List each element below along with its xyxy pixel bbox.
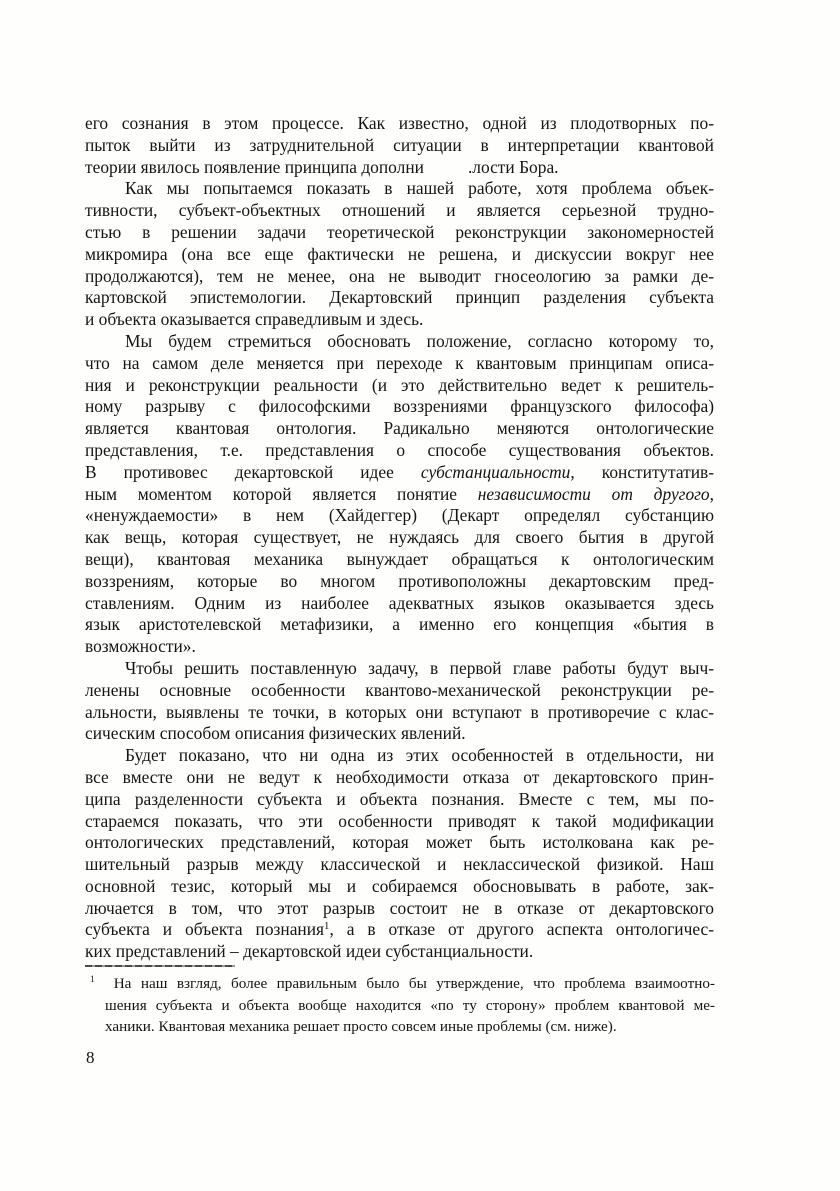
text-line [85, 266, 714, 288]
text-segment: как вещь, которая существует, не нуждаясь для своего бытия в другой [85, 527, 714, 548]
text-line [85, 484, 714, 506]
text-segment: что на самом деле меняется при переходе к квантовым принципам описа- [85, 352, 714, 373]
text-segment: сическим способом описания физических явлений. [85, 723, 466, 744]
text-line [85, 527, 714, 549]
text-line [85, 178, 714, 200]
emphasis-text: субстанциальности [420, 461, 571, 482]
text-segment: ния и реконструкции реальности (и это действительно ведет к решитель- [85, 374, 714, 395]
text-line [85, 418, 714, 440]
text-segment: ленены основные особенности квантово-механической реконструкции ре- [85, 679, 714, 700]
paragraph [85, 113, 714, 178]
text-segment: шительный разрыв между классической и неклассической физикой. Наш [85, 854, 714, 875]
text-line [85, 811, 714, 833]
text-line [85, 593, 714, 615]
text-segment: представления, т.е. представления о способе существования объектов. [85, 439, 714, 460]
text-segment: Чтобы решить поставленную задачу, в первой главе работы будут выч- [125, 657, 714, 678]
text-segment: стараемся показать, что эти особенности приводят к такой модификации [85, 810, 714, 831]
text-line [85, 898, 714, 920]
text-segment: ному разрыву с философскими воззрениями французского философа) [85, 396, 714, 417]
text-line [85, 462, 714, 484]
text-line [85, 113, 714, 135]
text-line [85, 440, 714, 462]
text-line [85, 789, 714, 811]
text-line [85, 244, 714, 266]
footnote [88, 973, 715, 1038]
text-line [85, 287, 714, 309]
footnote-ref: 1 [324, 920, 330, 933]
footnote-marker: 1 [90, 975, 95, 985]
text-segment: картовской эпистемологии. Декартовский принцип разделения субъекта [85, 287, 714, 308]
text-segment: Как мы попытаемся показать в нашей работе, хотя проблема объек- [125, 178, 714, 199]
text-line [85, 157, 714, 179]
text-line [85, 571, 714, 593]
text-segment: возможности». [85, 636, 196, 657]
text-line [85, 919, 714, 941]
text-segment: все вместе они не ведут к необходимости отказа от декартовского прин- [85, 766, 714, 787]
text-segment: Будет показано, что ни одна из этих особенностей в отдельности, ни [125, 745, 714, 766]
text-segment: воззрениям, которые во многом противоположны декартовским пред- [85, 570, 714, 591]
paragraph [85, 745, 714, 963]
text-line [85, 636, 714, 658]
text-line [85, 135, 714, 157]
text-line [85, 200, 714, 222]
text-line [85, 505, 714, 527]
text-segment: является квантовая онтология. Радикально меняются онтологические [85, 418, 714, 439]
text-segment: вещи), квантовая механика вынуждает обращаться к онтологическим [85, 548, 714, 569]
text-line [85, 832, 714, 854]
text-segment: , конститутатив- [570, 461, 714, 482]
text-line [85, 658, 714, 680]
text-segment: ставлениям. Одним из наиболее адекватных языков оказывается здесь [85, 592, 714, 613]
page-number: 8 [86, 1048, 95, 1067]
text-segment: шения субъекта и объекта вообще находится «по ту сторону» проблем квантовой ме- [105, 996, 715, 1014]
text-segment: микромира (она все еще фактически не решена, и дискуссии вокруг нее [85, 243, 714, 264]
text-segment: и объекта оказывается справедливым и здесь. [85, 309, 424, 330]
text-segment: ным моментом которой является понятие [85, 483, 478, 504]
text-segment: тивности, субъект-объектных отношений и является серьезной трудно- [85, 200, 714, 221]
text-line [85, 767, 714, 789]
text-line [85, 941, 714, 963]
footnote-separator [85, 965, 235, 967]
footnote-line [88, 973, 715, 995]
text-line [85, 353, 714, 375]
paragraph [85, 331, 714, 658]
text-segment: , а в отказе от другого аспекта онтологичес- [329, 919, 714, 940]
text-line [85, 549, 714, 571]
text-segment: продолжаются), тем не менее, она не выводит гносеологию за рамки де- [85, 265, 714, 286]
text-line [85, 680, 714, 702]
text-line [85, 854, 714, 876]
text-segment: ких представлений – декартовской идеи субстанциальности. [85, 941, 534, 962]
text-segment: пыток выйти из затруднительной ситуации в интерпретации квантовой [85, 134, 714, 155]
text-segment: альности, выявлены те точки, в которых они вступают в противоречие с клас- [85, 701, 714, 722]
text-segment: основной тезис, который мы и собираемся обосновывать в работе, зак- [85, 875, 714, 896]
text-segment: субъекта и объекта познания [85, 919, 325, 940]
text-segment: На наш взгляд, более правильным было бы утверждение, что проблема взаимоотно- [113, 975, 715, 992]
text-segment: Мы будем стремиться обосновать положение, согласно которому то, [125, 330, 714, 351]
text-segment: , [709, 483, 714, 504]
text-segment: стью в решении задачи теоретической реконструкции закономерностей [85, 221, 714, 242]
text-segment: ципа разделенности субъекта и объекта познания. Вместе с тем, мы по- [85, 788, 714, 809]
text-segment: В противовес декартовской идее [85, 461, 421, 482]
text-line [85, 309, 714, 331]
text-segment: язык аристотелевской метафизики, а именно его концепция «бытия в [85, 614, 714, 635]
footnote-line [88, 1016, 715, 1038]
text-line [85, 331, 714, 353]
text-line [85, 222, 714, 244]
text-segment: онтологических представлений, которая может быть истолкована как ре- [85, 832, 714, 853]
emphasis-text: независимости от другого [477, 483, 710, 504]
text-line [85, 396, 714, 418]
text-line [85, 614, 714, 636]
text-segment: .лости Бора. [467, 156, 559, 177]
text-line [85, 723, 714, 745]
footnote-line [88, 995, 715, 1017]
main-text [85, 113, 714, 963]
text-line [85, 876, 714, 898]
text-segment: его сознания в этом процессе. Как известно, одной из плодотворных по- [85, 113, 714, 133]
text-segment: теории явилось появление принципа дополни [85, 156, 424, 177]
paragraph [85, 178, 714, 331]
paragraph [85, 658, 714, 745]
text-line [85, 745, 714, 767]
text-line [85, 702, 714, 724]
text-segment: ханики. Квантовая механика решает просто совсем иные проблемы (см. ниже). [105, 1018, 617, 1035]
text-line [85, 375, 714, 397]
text-segment: «ненуждаемости» в нем (Хайдеггер) (Декарт определял субстанцию [85, 505, 714, 526]
text-segment: лючается в том, что этот разрыв состоит не в отказе от декартовского [85, 897, 714, 918]
